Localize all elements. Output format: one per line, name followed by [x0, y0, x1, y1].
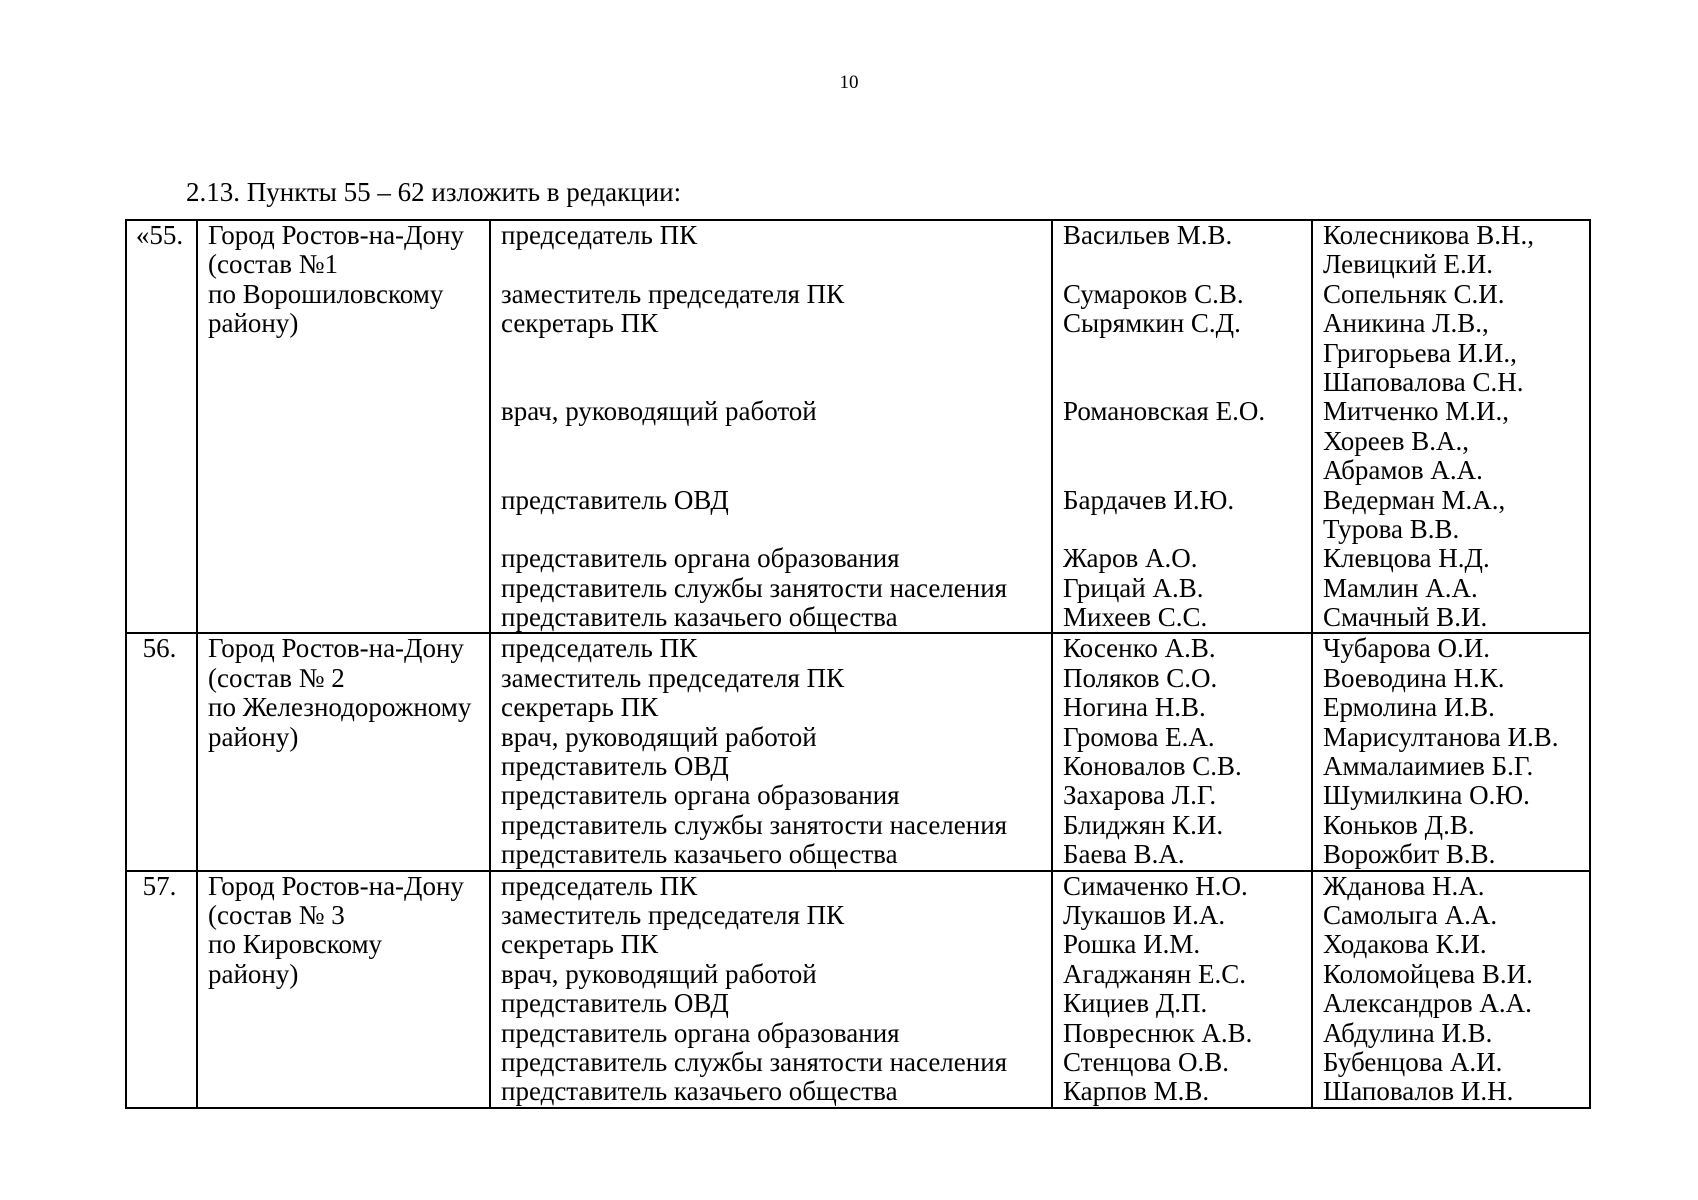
- reserve-name: Коньков Д.В.: [1323, 809, 1475, 840]
- reserve-name: Смачный В.И.: [1323, 602, 1488, 633]
- role-cell: [490, 633, 1052, 870]
- role-spacer: [501, 250, 1051, 279]
- role-spacer: [501, 427, 1051, 456]
- reserve-name: Мамлин А.А.: [1323, 572, 1478, 603]
- reserve-name: Шаповалова С.Н.: [1323, 366, 1524, 397]
- member-name: Карпов М.В.: [1063, 1076, 1210, 1107]
- reserve-name: Колесникова В.Н.,: [1323, 220, 1534, 250]
- role-cell: [490, 220, 1052, 633]
- role-line: заместитель председателя ПК: [501, 662, 845, 693]
- reserve-name: Ведерман М.А.,: [1323, 484, 1506, 515]
- table-row: [126, 220, 1590, 633]
- reserve-name: Турова В.В.: [1323, 513, 1460, 544]
- member-spacer: [1063, 515, 1311, 544]
- district-line: по Железнодорожному: [208, 692, 472, 723]
- member-spacer: [1063, 427, 1311, 456]
- role-line: представитель ОВД: [501, 988, 729, 1019]
- member-name: Сырямкин С.Д.: [1063, 308, 1241, 339]
- item-number-text: «55.: [135, 220, 184, 250]
- district-line: по Кировскому: [208, 929, 383, 960]
- reserve-name: Шаповалов И.Н.: [1323, 1076, 1514, 1107]
- role-line: представитель службы занятости населения: [501, 1046, 1008, 1077]
- member-name: Кициев Д.П.: [1063, 988, 1208, 1019]
- role-line: врач, руководящий работой: [501, 721, 817, 752]
- member-name: Симаченко Н.О.: [1063, 870, 1248, 901]
- member-name: Коновалов С.В.: [1063, 751, 1242, 782]
- district-line: Город Ростов-на-Дону: [208, 870, 464, 901]
- member-name: Ногина Н.В.: [1063, 692, 1206, 723]
- table-row: [126, 871, 1590, 1108]
- table-body: [126, 220, 1590, 1108]
- member-name: Рошка И.М.: [1063, 929, 1201, 960]
- reserve-name: Шумилкина О.Ю.: [1323, 780, 1530, 811]
- role-line: председатель ПК: [501, 633, 698, 664]
- member-name: Косенко А.В.: [1063, 633, 1216, 664]
- role-line: представитель службы занятости населения: [501, 809, 1008, 840]
- role-line: заместитель председателя ПК: [501, 899, 845, 930]
- reserve-name: Коломойцева В.И.: [1323, 958, 1533, 989]
- district-line: району): [208, 721, 299, 752]
- page-number: 10: [839, 72, 859, 93]
- member-spacer: [1063, 368, 1311, 397]
- role-line: секретарь ПК: [501, 308, 659, 339]
- role-line: представитель казачьего общества: [501, 1076, 898, 1107]
- member-spacer: [1063, 250, 1311, 279]
- item-number: [126, 220, 197, 633]
- role-line: представитель казачьего общества: [501, 839, 898, 870]
- role-line: врач, руководящий работой: [501, 396, 817, 427]
- reserve-name: Абдулина И.В.: [1323, 1017, 1493, 1048]
- district-cell: [197, 633, 490, 870]
- reserve-name: Ермолина И.В.: [1323, 692, 1495, 723]
- member-name: Захарова Л.Г.: [1063, 780, 1217, 811]
- member-cell: [1052, 220, 1312, 633]
- member-spacer: [1063, 339, 1311, 368]
- member-cell: [1052, 633, 1312, 870]
- role-line: врач, руководящий работой: [501, 958, 817, 989]
- district-line: району): [208, 308, 299, 339]
- role-cell: [490, 871, 1052, 1108]
- reserve-name: Левицкий Е.И.: [1323, 249, 1494, 280]
- role-spacer: [501, 456, 1051, 485]
- reserve-name: Александров А.А.: [1323, 988, 1532, 1019]
- reserve-name: Сопельняк С.И.: [1323, 278, 1505, 309]
- role-line: председатель ПК: [501, 220, 698, 250]
- district-line: (состав № 3: [208, 899, 345, 930]
- district-line: Город Ростов-на-Дону: [208, 220, 464, 250]
- district-line: Город Ростов-на-Дону: [208, 633, 464, 664]
- member-name: Васильев М.В.: [1063, 220, 1233, 250]
- reserve-name: Абрамов А.А.: [1323, 455, 1483, 486]
- reserve-name: Жданова Н.А.: [1323, 870, 1485, 901]
- reserve-name: Самолыга А.А.: [1323, 899, 1498, 930]
- member-name: Громова Е.А.: [1063, 721, 1215, 752]
- district-line: (состав № 2: [208, 662, 345, 693]
- district-cell: [197, 220, 490, 633]
- reserve-name: Ворожбит В.В.: [1323, 839, 1496, 870]
- member-name: Жаров А.О.: [1063, 543, 1198, 574]
- member-name: Грицай А.В.: [1063, 572, 1204, 603]
- role-line: представитель ОВД: [501, 751, 729, 782]
- reserve-cell: [1312, 871, 1590, 1108]
- reserve-name: Марисултанова И.В.: [1323, 721, 1559, 752]
- role-spacer: [501, 515, 1051, 544]
- reserve-name: Ходакова К.И.: [1323, 929, 1487, 960]
- district-line: по Ворошиловскому: [208, 278, 444, 309]
- reserve-name: Клевцова Н.Д.: [1323, 543, 1490, 574]
- reserve-name: Митченко М.И.,: [1323, 396, 1510, 427]
- reserve-name: Хореев В.А.,: [1323, 425, 1470, 456]
- member-name: Бардачев И.Ю.: [1063, 484, 1235, 515]
- member-name: Агаджанян Е.С.: [1063, 958, 1247, 989]
- reserve-name: Аммалаимиев Б.Г.: [1323, 751, 1534, 782]
- item-number-text: 57.: [142, 870, 177, 901]
- role-line: секретарь ПК: [501, 692, 659, 723]
- member-name: Повреснюк А.В.: [1063, 1017, 1253, 1048]
- reserve-cell: [1312, 633, 1590, 870]
- member-name: Поляков С.О.: [1063, 662, 1218, 693]
- reserve-name: Бубенцова А.И.: [1323, 1046, 1503, 1077]
- reserve-name: Григорьева И.И.,: [1323, 337, 1517, 368]
- role-line: секретарь ПК: [501, 929, 659, 960]
- role-line: представитель органа образования: [501, 543, 900, 574]
- member-cell: [1052, 871, 1312, 1108]
- member-name: Стенцова О.В.: [1063, 1046, 1229, 1077]
- member-name: Михеев С.С.: [1063, 602, 1208, 633]
- district-line: (состав №1: [208, 249, 339, 280]
- item-number: [126, 871, 197, 1108]
- reserve-cell: [1312, 220, 1590, 633]
- district-line: району): [208, 958, 299, 989]
- member-name: Сумароков С.В.: [1063, 278, 1244, 309]
- role-line: представитель органа образования: [501, 780, 900, 811]
- role-line: представитель ОВД: [501, 484, 729, 515]
- item-number-text: 56.: [142, 633, 177, 664]
- member-name: Блиджян К.И.: [1063, 809, 1224, 840]
- member-name: Баева В.А.: [1063, 839, 1185, 870]
- role-line: председатель ПК: [501, 870, 698, 901]
- member-spacer: [1063, 456, 1311, 485]
- role-line: представитель органа образования: [501, 1017, 900, 1048]
- member-name: Лукашов И.А.: [1063, 899, 1226, 930]
- reserve-name: Воеводина Н.К.: [1323, 662, 1505, 693]
- district-cell: [197, 871, 490, 1108]
- role-line: заместитель председателя ПК: [501, 278, 845, 309]
- role-spacer: [501, 368, 1051, 397]
- role-spacer: [501, 339, 1051, 368]
- reserve-name: Чубарова О.И.: [1323, 633, 1491, 664]
- reserve-name: Аникина Л.В.,: [1323, 308, 1489, 339]
- commission-table: [125, 219, 1591, 1109]
- item-number: [126, 633, 197, 870]
- member-name: Романовская Е.О.: [1063, 396, 1266, 427]
- role-line: представитель службы занятости населения: [501, 572, 1008, 603]
- role-line: представитель казачьего общества: [501, 602, 898, 633]
- section-intro: 2.13. Пункты 55 – 62 изложить в редакции:: [186, 177, 682, 207]
- table-row: [126, 633, 1590, 870]
